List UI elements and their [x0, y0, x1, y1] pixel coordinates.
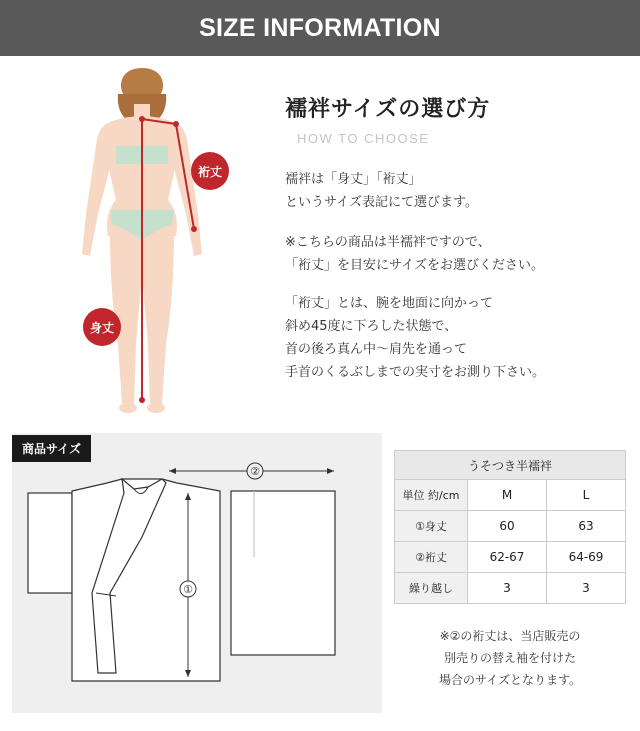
guide-line: 首の後ろ真ん中〜肩先を通って [285, 342, 468, 357]
sleeve-footnote [394, 625, 626, 691]
row-label: ①身丈 [395, 511, 468, 542]
column-header-m: M [468, 480, 547, 511]
table-cell: 64-69 [547, 542, 626, 573]
table-cell: 3 [547, 573, 626, 604]
sleeve-length-badge: 裄丈 [191, 152, 229, 190]
table-row [395, 511, 626, 542]
guide-heading: 襦袢サイズの選び方 [285, 97, 491, 122]
guide-line: というサイズ表記にて選びます。 [285, 195, 478, 210]
guide-line: ※こちらの商品は半襦袢ですので、 [285, 235, 491, 250]
table-title-row [395, 451, 626, 480]
guide-line: 「裄丈」を目安にサイズをお選びください。 [285, 258, 544, 273]
row-label: ②裄丈 [395, 542, 468, 573]
product-size-label: 商品サイズ [12, 435, 91, 462]
guide-line: 手首のくるぶしまでの実寸をお測り下さい。 [285, 365, 546, 380]
row-label: 繰り越し [395, 573, 468, 604]
table-cell: 63 [547, 511, 626, 542]
guide-paragraph-2 [285, 231, 544, 277]
guide-line: 斜め45度に下ろした状態で、 [285, 319, 458, 334]
note-line: 場合のサイズとなります。 [438, 673, 582, 687]
guide-line: 襦袢は「身丈」「裄丈」 [285, 172, 422, 187]
table-row [395, 542, 626, 573]
marker-2: ② [250, 465, 260, 478]
guide-subheading: HOW TO CHOOSE [297, 131, 430, 146]
marker-1: ① [183, 583, 193, 596]
table-row [395, 573, 626, 604]
garment-diagram [12, 433, 382, 713]
table-cell: 3 [468, 573, 547, 604]
unit-label: 単位 約/cm [395, 480, 468, 511]
note-line: 別売りの替え袖を付けた [443, 651, 576, 665]
size-table [394, 450, 626, 604]
guide-line: 「裄丈」とは、腕を地面に向かって [285, 296, 494, 311]
body-length-badge: 身丈 [83, 308, 121, 346]
column-header-l: L [547, 480, 626, 511]
table-title: うそつき半襦袢 [395, 451, 626, 480]
table-header-row [395, 480, 626, 511]
table-cell: 60 [468, 511, 547, 542]
page-title: SIZE INFORMATION [0, 0, 640, 56]
note-line: ※②の裄丈は、当店販売の [439, 629, 581, 643]
body-figure-illustration [70, 64, 230, 424]
guide-paragraph-1 [285, 168, 478, 214]
guide-paragraph-3 [285, 292, 545, 384]
table-cell: 62-67 [468, 542, 547, 573]
